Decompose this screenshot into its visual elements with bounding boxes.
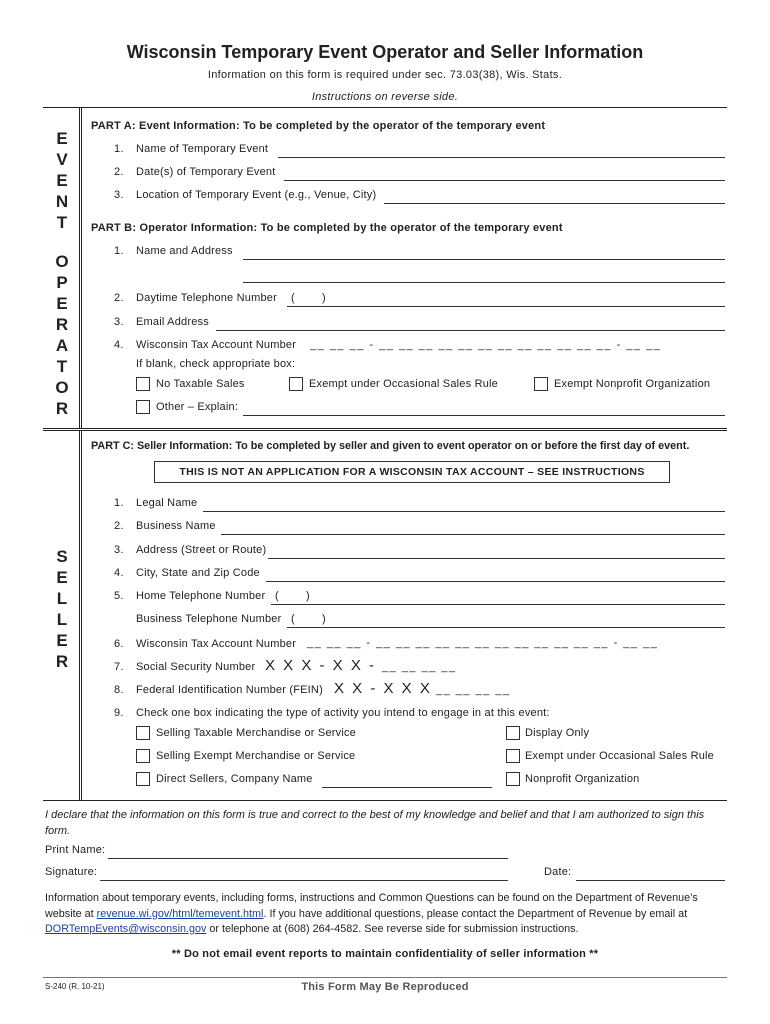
- part-a-heading: PART A: Event Information: To be completed by the operator of the temporary event: [91, 120, 546, 132]
- declaration-text: I declare that the information on this form is true and correct to the best of my knowledge and belief and that I am authorized to sign this form.: [45, 809, 705, 837]
- exempt-nonprofit-label: Exempt Nonprofit Organization: [554, 378, 711, 390]
- operator-side-label: O P E R A T O R: [55, 252, 69, 418]
- no-taxable-sales-checkbox[interactable]: [136, 377, 150, 391]
- email-link[interactable]: DORTempEvents@wisconsin.gov: [45, 923, 207, 935]
- bottom-rule: [43, 800, 727, 801]
- event-dates-field[interactable]: [284, 180, 725, 181]
- business-phone-label: Business Telephone Number: [136, 613, 282, 625]
- legal-name-label: Legal Name: [136, 497, 198, 509]
- selling-exempt-checkbox[interactable]: [136, 749, 150, 763]
- operator-phone-paren-close: ): [322, 292, 326, 304]
- fein-num: 8.: [114, 684, 124, 696]
- operator-email-num: 3.: [114, 316, 124, 328]
- operator-name-num: 1.: [114, 245, 124, 257]
- instructions-note: Instructions on reverse side.: [311, 91, 459, 103]
- temp-event-website-link[interactable]: revenue.wi.gov/html/temevent.html: [96, 907, 264, 920]
- display-only-checkbox[interactable]: [506, 726, 520, 740]
- operator-tax-number-field[interactable]: __ __ __ - __ __ __ __ __ __ __ __ __ __ __ __ - __ __: [310, 339, 662, 351]
- part-c-heading: PART C: Seller Information: To be completed by seller and given to event operator on or before the first day of event.: [91, 440, 690, 452]
- part-b-heading: PART B: Operator Information: To be completed by the operator of the temporary event: [91, 222, 563, 234]
- seller-side-label: S E L L E R: [55, 547, 69, 671]
- operator-tax-num: 4.: [114, 339, 124, 351]
- event-name-field[interactable]: [278, 157, 725, 158]
- home-phone-paren-close: ): [306, 590, 310, 602]
- operator-phone-paren-open: (: [291, 292, 295, 304]
- form-number: S-240 (R. 10-21): [45, 982, 105, 991]
- ssn-label: Social Security Number: [136, 661, 256, 673]
- operator-exempt-occasional-label: Exempt under Occasional Sales Rule: [309, 378, 499, 390]
- info-text-1: Information about temporary events, including forms, instructions and Common Questions can be found on the Department of Revenue’s website at: [45, 892, 698, 920]
- city-num: 4.: [114, 567, 124, 579]
- section-rule: [43, 428, 727, 429]
- fein-last-four-field[interactable]: __ __ __ __: [436, 684, 511, 696]
- fein-masked-prefix: X X - X X X: [334, 680, 432, 697]
- exempt-nonprofit-checkbox[interactable]: [534, 377, 548, 391]
- business-name-num: 2.: [114, 520, 124, 532]
- operator-exempt-occasional-checkbox[interactable]: [289, 377, 303, 391]
- home-phone-num: 5.: [114, 590, 124, 602]
- direct-sellers-label: Direct Sellers, Company Name: [156, 773, 313, 785]
- print-name-field[interactable]: [108, 858, 508, 859]
- fein-label: Federal Identification Number (FEIN): [136, 684, 323, 696]
- operator-tax-label: Wisconsin Tax Account Number: [136, 339, 297, 351]
- address-num: 3.: [114, 544, 124, 556]
- signature-label: Signature:: [45, 866, 98, 878]
- activity-instruction: Check one box indicating the type of activity you intend to engage in at this event:: [136, 707, 550, 719]
- ssn-masked-prefix: X X X - X X -: [265, 657, 377, 674]
- section-rule-2: [43, 430, 727, 431]
- other-checkbox[interactable]: [136, 400, 150, 414]
- date-field[interactable]: [576, 880, 725, 881]
- display-only-label: Display Only: [525, 727, 590, 739]
- nonprofit-label: Nonprofit Organization: [525, 773, 640, 785]
- event-dates-label: Date(s) of Temporary Event: [136, 166, 276, 178]
- part-a-item-2-num: 2.: [114, 166, 124, 178]
- activity-num: 9.: [114, 707, 124, 719]
- selling-exempt-label: Selling Exempt Merchandise or Service: [156, 750, 356, 762]
- print-name-label: Print Name:: [45, 844, 106, 856]
- legal-name-num: 1.: [114, 497, 124, 509]
- business-name-label: Business Name: [136, 520, 216, 532]
- business-phone-field[interactable]: [287, 627, 725, 628]
- address-label: Address (Street or Route): [136, 544, 267, 556]
- home-phone-field[interactable]: [271, 604, 725, 605]
- top-rule: [43, 107, 727, 108]
- info-paragraph: [45, 891, 735, 938]
- operator-email-label: Email Address: [136, 316, 209, 328]
- business-phone-paren-open: (: [291, 613, 295, 625]
- form-title: Wisconsin Temporary Event Operator and Seller Information: [126, 42, 644, 62]
- seller-tax-number-field[interactable]: __ __ __ - __ __ __ __ __ __ __ __ __ __ __ __ - __ __: [307, 637, 659, 649]
- selling-taxable-checkbox[interactable]: [136, 726, 150, 740]
- ssn-last-four-field[interactable]: __ __ __ __: [382, 661, 457, 673]
- selling-taxable-label: Selling Taxable Merchandise or Service: [156, 727, 356, 739]
- not-an-application-notice: THIS IS NOT AN APPLICATION FOR A WISCONSIN TAX ACCOUNT – SEE INSTRUCTIONS: [154, 461, 670, 483]
- event-location-field[interactable]: [384, 203, 725, 204]
- no-taxable-sales-label: No Taxable Sales: [156, 378, 245, 390]
- seller-exempt-occasional-checkbox[interactable]: [506, 749, 520, 763]
- other-explain-label: Other – Explain:: [156, 401, 239, 413]
- address-field[interactable]: [268, 558, 725, 559]
- home-phone-label: Home Telephone Number: [136, 590, 266, 602]
- part-a-item-1-num: 1.: [114, 143, 124, 155]
- seller-tax-num: 6.: [114, 638, 124, 650]
- operator-name-field[interactable]: [243, 259, 725, 260]
- other-explain-field[interactable]: [243, 415, 725, 416]
- direct-sellers-checkbox[interactable]: [136, 772, 150, 786]
- ssn-num: 7.: [114, 661, 124, 673]
- signature-field[interactable]: [100, 880, 508, 881]
- seller-divider: [79, 430, 80, 800]
- part-a-item-3-num: 3.: [114, 189, 124, 201]
- footer-rule: [43, 977, 727, 978]
- operator-address-field[interactable]: [243, 282, 725, 283]
- seller-tax-label: Wisconsin Tax Account Number: [136, 638, 297, 650]
- operator-divider-2: [81, 107, 82, 428]
- nonprofit-checkbox[interactable]: [506, 772, 520, 786]
- business-name-field[interactable]: [221, 534, 725, 535]
- info-text-3: or telephone at (608) 264-4582. See reverse side for submission instructions.: [206, 923, 579, 935]
- home-phone-paren-open: (: [275, 590, 279, 602]
- operator-phone-num: 2.: [114, 292, 124, 304]
- city-field[interactable]: [266, 581, 725, 582]
- event-name-label: Name of Temporary Event: [136, 143, 269, 155]
- event-side-label: E V E N T: [55, 129, 69, 232]
- operator-phone-field[interactable]: [287, 306, 725, 307]
- seller-exempt-occasional-label: Exempt under Occasional Sales Rule: [525, 750, 715, 762]
- if-blank-note: If blank, check appropriate box:: [136, 358, 296, 370]
- operator-email-field[interactable]: [216, 330, 725, 331]
- operator-name-label: Name and Address: [136, 245, 233, 257]
- legal-name-field[interactable]: [203, 511, 725, 512]
- business-phone-paren-close: ): [322, 613, 326, 625]
- info-text-2: . If you have additional questions, please contact the Department of Revenue by email at: [263, 907, 688, 920]
- confidentiality-note: ** Do not email event reports to maintain confidentiality of seller information **: [171, 948, 599, 960]
- date-label: Date:: [544, 866, 572, 878]
- city-label: City, State and Zip Code: [136, 567, 260, 579]
- seller-divider-2: [81, 430, 82, 800]
- operator-divider: [79, 107, 80, 428]
- operator-phone-label: Daytime Telephone Number: [136, 292, 277, 304]
- company-name-field[interactable]: [322, 787, 492, 788]
- form-subtitle: Information on this form is required under sec. 73.03(38), Wis. Stats.: [207, 69, 563, 81]
- reproduce-notice: This Form May Be Reproduced: [301, 981, 469, 993]
- event-location-label: Location of Temporary Event (e.g., Venue, City): [136, 189, 377, 201]
